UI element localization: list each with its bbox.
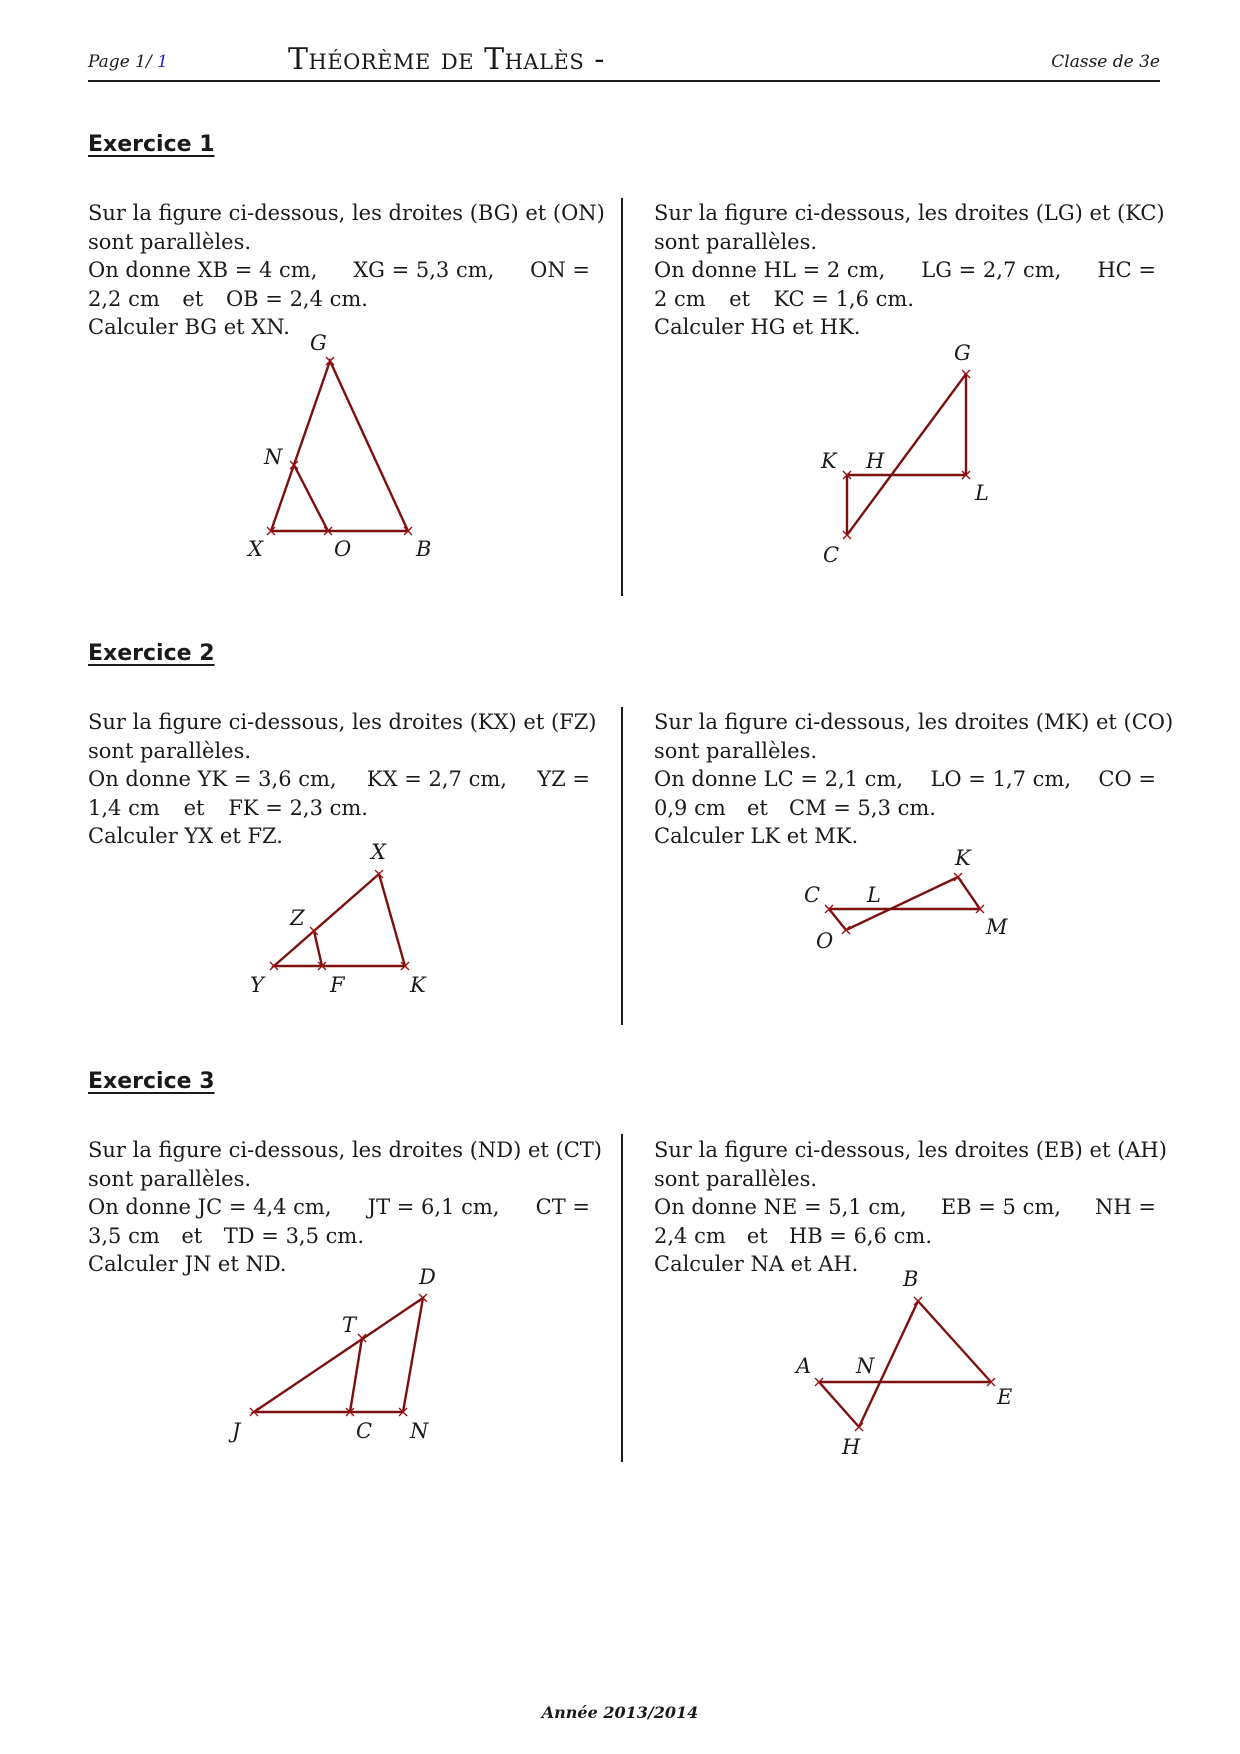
point-label-j: J	[232, 1419, 241, 1443]
point-label-x: X	[371, 840, 386, 864]
class-label: Classe de 3e	[1051, 52, 1160, 72]
page-total-link[interactable]: 1	[157, 52, 168, 72]
intro-line: Sur la figure ci-dessous, les droites (BG) et (ON)	[88, 201, 605, 225]
point-label-o: O	[816, 929, 834, 953]
point-label-n: N	[410, 1419, 429, 1443]
point-label-n: N	[856, 1354, 875, 1378]
given-line: On donne LC = 2,1 cm, LO = 1,7 cm, CO =	[654, 767, 1156, 791]
point-label-h: H	[866, 449, 885, 473]
point-label-m: M	[986, 915, 1008, 939]
page-title: Théorème de Thalès -	[288, 42, 605, 77]
point-label-k: K	[955, 846, 971, 870]
point-label-g: G	[310, 331, 327, 355]
intro-line: Sur la figure ci-dessous, les droites (LG) et (KC)	[654, 201, 1165, 225]
point-label-b: B	[903, 1267, 919, 1291]
intro-line: sont parallèles.	[654, 738, 818, 763]
given-line: 2,2 cm et OB = 2,4 cm.	[88, 286, 368, 311]
segment-b-e	[918, 1301, 991, 1382]
intro-line: sont parallèles.	[88, 738, 252, 763]
intro-line: Sur la figure ci-dessous, les droites (MK) et (CO)	[654, 710, 1174, 734]
given-line: On donne NE = 5,1 cm, EB = 5 cm, NH =	[654, 1195, 1156, 1219]
page-footer: Année 2013/2014	[541, 1703, 699, 1722]
given-line: 2,4 cm et HB = 6,6 cm.	[654, 1223, 932, 1248]
given-line: On donne JC = 4,4 cm, JT = 6,1 cm, CT =	[88, 1195, 590, 1219]
exercise-2-title: Exercice 2	[88, 641, 215, 666]
point-label-f: F	[330, 973, 345, 997]
point-label-z: Z	[290, 906, 305, 930]
point-label-b: B	[416, 537, 432, 561]
question-line: Calculer LK et MK.	[654, 824, 859, 848]
point-label-g: G	[954, 341, 971, 365]
intro-line: sont parallèles.	[88, 229, 252, 254]
point-label-a: A	[796, 1354, 812, 1378]
given-line: On donne XB = 4 cm, XG = 5,3 cm, ON =	[88, 258, 590, 282]
point-label-l: L	[867, 883, 881, 907]
given-line: 0,9 cm et CM = 5,3 cm.	[654, 795, 936, 820]
intro-line: sont parallèles.	[654, 1166, 818, 1191]
point-label-h: H	[842, 1435, 861, 1459]
point-label-c: C	[356, 1419, 373, 1443]
point-label-x: X	[248, 537, 263, 561]
point-label-k: K	[821, 449, 837, 473]
point-label-l: L	[975, 481, 989, 505]
point-label-d: D	[419, 1265, 436, 1289]
exercise-3-title: Exercice 3	[88, 1069, 215, 1094]
given-line: On donne YK = 3,6 cm, KX = 2,7 cm, YZ =	[88, 767, 590, 791]
given-line: On donne HL = 2 cm, LG = 2,7 cm, HC =	[654, 258, 1156, 282]
page-number: Page 1/ 1	[88, 52, 168, 72]
intro-line: Sur la figure ci-dessous, les droites (EB) et (AH)	[654, 1138, 1167, 1162]
question-line: Calculer JN et ND.	[88, 1252, 287, 1276]
given-line: 2 cm et KC = 1,6 cm.	[654, 286, 914, 311]
point-label-t: T	[342, 1313, 357, 1337]
point-label-n: N	[264, 445, 283, 469]
point-label-c: C	[804, 883, 821, 907]
point-label-c: C	[823, 543, 840, 567]
question-line: Calculer NA et AH.	[654, 1252, 859, 1276]
intro-line: sont parallèles.	[88, 1166, 252, 1191]
intro-line: Sur la figure ci-dessous, les droites (KX) et (FZ)	[88, 710, 597, 734]
given-line: 3,5 cm et TD = 3,5 cm.	[88, 1223, 364, 1248]
question-line: Calculer BG et XN.	[88, 315, 290, 339]
segment-a-h	[819, 1382, 859, 1427]
point-label-y: Y	[250, 973, 264, 997]
given-line: 1,4 cm et FK = 2,3 cm.	[88, 795, 368, 820]
intro-line: Sur la figure ci-dessous, les droites (ND) et (CT)	[88, 1138, 602, 1162]
exercise-1-title: Exercice 1	[88, 132, 215, 157]
question-line: Calculer YX et FZ.	[88, 824, 283, 848]
intro-line: sont parallèles.	[654, 229, 818, 254]
point-label-k: K	[410, 973, 426, 997]
point-label-e: E	[997, 1385, 1013, 1409]
question-line: Calculer HG et HK.	[654, 315, 861, 339]
point-label-o: O	[334, 537, 352, 561]
